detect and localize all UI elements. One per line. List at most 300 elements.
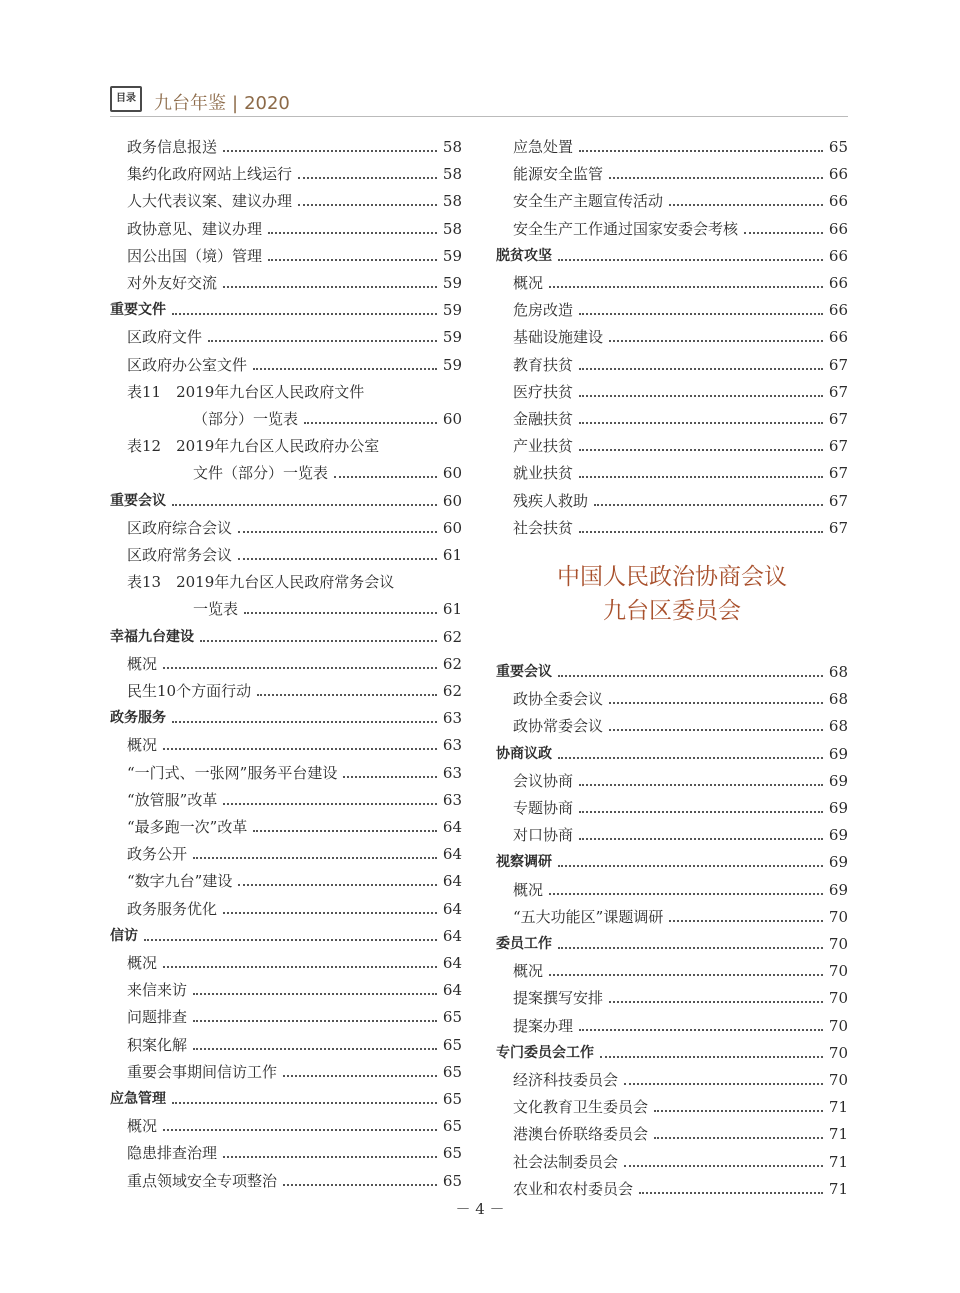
toc-entry[interactable] (496, 1063, 848, 1090)
dot-leader (223, 286, 437, 288)
toc-entry-label: 人大代表议案、建议办理 (127, 192, 293, 211)
toc-entry-page: 65 (442, 1117, 462, 1136)
title-separator: | (232, 93, 239, 114)
dot-leader (609, 729, 823, 731)
toc-entry-page: 66 (828, 301, 848, 320)
toc-entry-label: 文件（部分）一览表 (193, 464, 329, 483)
toc-entry[interactable] (496, 1117, 848, 1144)
toc-entry[interactable] (110, 1164, 462, 1191)
toc-entry-page: 61 (442, 546, 462, 564)
toc-table-heading[interactable] (110, 565, 462, 592)
dot-leader (253, 830, 437, 832)
toc-entry-label: 提案撰写安排 (513, 989, 604, 1008)
toc-entry[interactable] (110, 837, 462, 864)
toc-entry-label: 概况 (513, 962, 544, 981)
toc-entry-page: 70 (828, 1043, 848, 1062)
toc-entry-page: 71 (828, 1098, 848, 1117)
toc-entry-label: 能源安全监管 (513, 165, 604, 184)
toc-entry-page: 69 (828, 826, 848, 845)
toc-entry-label: 提案办理 (513, 1016, 574, 1035)
toc-entry[interactable] (110, 728, 462, 755)
dot-leader (579, 1029, 823, 1031)
dot-leader (579, 422, 823, 424)
toc-entry-page: 71 (828, 1179, 848, 1198)
toc-entry-page: 65 (442, 1008, 462, 1027)
dot-leader (579, 449, 823, 451)
toc-entry-page: 62 (442, 654, 462, 673)
toc-entry-label: 问题排查 (127, 1008, 188, 1027)
section-title-line-2: 九台区委员会 (603, 598, 741, 624)
toc-entry[interactable] (110, 1136, 462, 1163)
toc-entry[interactable] (496, 1009, 848, 1036)
toc-entry-label: 一览表 (193, 600, 239, 619)
toc-entry[interactable] (496, 402, 848, 429)
toc-entry[interactable] (496, 266, 848, 293)
dot-leader (609, 177, 823, 179)
toc-entry-label: 区政府文件 (127, 328, 203, 347)
dot-leader (579, 531, 823, 533)
dot-leader (193, 993, 437, 995)
toc-entry-page: 68 (828, 663, 848, 681)
dot-leader (163, 748, 437, 750)
dot-leader (669, 920, 823, 922)
toc-entry-page: 67 (828, 437, 848, 456)
dot-leader (200, 640, 437, 642)
toc-entry-page: 66 (828, 328, 848, 347)
toc-entry-page: 60 (442, 491, 462, 510)
toc-entry[interactable] (110, 456, 462, 483)
dot-leader (144, 939, 437, 941)
toc-entry-label: 概况 (127, 954, 158, 972)
dot-leader (594, 504, 823, 506)
toc-entry-page: 58 (442, 219, 462, 238)
toc-entry-page: 65 (442, 1171, 462, 1190)
toc-entry-label: 农业和农村委员会 (513, 1179, 634, 1198)
toc-entry-page: 65 (442, 1035, 462, 1054)
toc-entry[interactable] (110, 184, 462, 211)
toc-entry[interactable] (110, 973, 462, 1000)
toc-entry[interactable] (110, 130, 462, 157)
toc-entry-label: 重要会事期间信访工作 (127, 1062, 278, 1081)
toc-entry[interactable] (496, 511, 848, 538)
toc-entry-page: 63 (442, 709, 462, 728)
toc-entry-label: “最多跑一次”改革 (127, 818, 248, 836)
toc-entry-page: 62 (442, 627, 462, 646)
toc-entry-label: 协商议政 (496, 745, 552, 762)
toc-entry[interactable] (110, 1000, 462, 1027)
toc-entry-page: 70 (828, 1071, 848, 1089)
toc-entry-page: 58 (442, 138, 462, 156)
toc-entry-label: 专题协商 (513, 799, 574, 817)
toc-entry-page: 62 (442, 682, 462, 700)
toc-entry-page: 66 (828, 165, 848, 184)
toc-entry-label: 就业扶贫 (513, 464, 574, 483)
toc-entry-label: 表11 2019年九台区人民政府文件 (127, 382, 365, 401)
toc-entry[interactable] (110, 783, 462, 810)
toc-entry-label: 医疗扶贫 (513, 382, 574, 401)
dot-leader (193, 1020, 437, 1022)
toc-entry-page: 70 (828, 935, 848, 953)
dot-leader (223, 912, 437, 914)
toc-entry[interactable] (496, 981, 848, 1008)
dot-leader (223, 150, 437, 152)
toc-entry[interactable] (496, 873, 848, 900)
toc-section-entry[interactable] (496, 845, 848, 872)
dot-leader (193, 857, 437, 859)
toc-entry-page: 67 (828, 410, 848, 428)
dot-leader (579, 476, 823, 478)
toc-entry-label: （部分）一览表 (193, 410, 299, 428)
dot-leader (669, 204, 823, 206)
toc-entry[interactable] (496, 212, 848, 239)
dot-leader (238, 884, 437, 886)
toc-entry-page: 64 (442, 954, 462, 972)
toc-entry-page: 63 (442, 763, 462, 782)
dot-leader (639, 1192, 823, 1194)
toc-entry[interactable] (496, 791, 848, 818)
toc-entry-label: 表13 2019年九台区人民政府常务会议 (127, 573, 395, 592)
toc-entry-page: 64 (442, 872, 462, 891)
dot-leader (223, 803, 437, 805)
toc-entry-page: 64 (442, 845, 462, 864)
toc-entry-label: 港澳台侨联络委员会 (513, 1125, 649, 1144)
dot-leader (549, 286, 823, 288)
toc-entry-page: 65 (442, 1090, 462, 1108)
toc-entry-label: 对口协商 (513, 826, 574, 845)
toc-entry[interactable] (496, 348, 848, 375)
toc-entry-label: 概况 (127, 736, 158, 755)
toc-entry-label: 重要会议 (110, 492, 166, 509)
dot-leader (579, 784, 823, 786)
toc-entry-label: 对外友好交流 (127, 274, 218, 292)
toc-entry-page: 65 (442, 1144, 462, 1163)
toc-entry[interactable] (110, 674, 462, 701)
toc-section-entry[interactable] (496, 737, 848, 764)
dot-leader (193, 1048, 437, 1050)
dot-leader (238, 558, 437, 560)
toc-entry-label: 重要文件 (110, 302, 166, 319)
toc-entry-page: 67 (828, 355, 848, 374)
toc-entry-label: 区政府办公室文件 (127, 355, 248, 374)
toc-entry[interactable] (110, 1109, 462, 1136)
dot-leader (579, 313, 823, 315)
dot-leader (558, 947, 823, 949)
toc-entry-label: 幸福九台建设 (110, 628, 194, 645)
toc-entry-page: 68 (828, 690, 848, 709)
toc-entry[interactable] (496, 1145, 848, 1172)
toc-entry-page: 58 (442, 192, 462, 211)
toc-entry-label: 视察调研 (496, 854, 552, 871)
dot-leader (609, 702, 823, 704)
toc-entry[interactable] (110, 1055, 462, 1082)
dot-leader (304, 422, 437, 424)
toc-section-entry[interactable] (496, 1036, 848, 1063)
toc-entry-label: 政务信息报送 (127, 138, 218, 156)
toc-entry[interactable] (110, 592, 462, 619)
toc-entry-label: 重要会议 (496, 664, 552, 680)
dot-leader (579, 811, 823, 813)
toc-entry-page: 63 (442, 790, 462, 809)
section-title (496, 560, 848, 628)
toc-entry-page: 66 (828, 192, 848, 211)
toc-entry-label: 政协全委会议 (513, 690, 604, 709)
dot-leader (298, 177, 437, 179)
toc-entry[interactable] (496, 456, 848, 483)
dot-leader (579, 838, 823, 840)
dot-leader (624, 1165, 823, 1167)
toc-entry-page: 66 (828, 219, 848, 238)
dot-leader (558, 675, 823, 677)
toc-entry[interactable] (110, 157, 462, 184)
toc-entry-label: 积案化解 (127, 1035, 188, 1054)
toc-entry-label: 民生10个方面行动 (127, 682, 252, 700)
toc-entry-label: 政协意见、建议办理 (127, 219, 263, 238)
toc-entry-label: 因公出国（境）管理 (127, 246, 263, 265)
dot-leader (172, 1102, 437, 1104)
dot-leader (579, 368, 823, 370)
toc-entry-page: 71 (828, 1125, 848, 1144)
toc-entry[interactable] (110, 647, 462, 674)
toc-entry-label: 概况 (127, 654, 158, 673)
toc-entry-page: 64 (442, 818, 462, 836)
toc-entry-label: 集约化政府网站上线运行 (127, 165, 293, 184)
toc-entry-page: 58 (442, 165, 462, 184)
toc-section-entry[interactable] (496, 927, 848, 954)
dot-leader (558, 757, 823, 759)
toc-entry[interactable] (496, 375, 848, 402)
toc-entry-label: 政务服务 (110, 710, 166, 727)
contents-logo-icon: 目录 (110, 86, 142, 112)
toc-entry-page: 60 (442, 464, 462, 483)
dot-leader (343, 776, 437, 778)
toc-entry-label: 区政府常务会议 (127, 546, 233, 564)
toc-entry[interactable] (496, 900, 848, 927)
toc-entry-page: 61 (442, 600, 462, 619)
dot-leader (654, 1137, 823, 1139)
toc-entry[interactable] (496, 1172, 848, 1199)
toc-table-heading[interactable] (110, 375, 462, 402)
toc-entry[interactable] (110, 320, 462, 347)
dot-leader (163, 966, 437, 968)
toc-entry-page: 64 (442, 981, 462, 1000)
toc-entry-label: 专门委员会工作 (496, 1044, 594, 1061)
toc-section-entry[interactable] (110, 293, 462, 320)
dot-leader (549, 974, 823, 976)
toc-entry-page: 70 (828, 989, 848, 1008)
toc-entry-page: 59 (442, 301, 462, 320)
dot-leader (257, 694, 437, 696)
toc-entry-label: 经济科技委员会 (513, 1071, 619, 1089)
toc-entry-label: 残疾人救助 (513, 491, 589, 510)
toc-entry-label: 重点领域安全专项整治 (127, 1171, 278, 1190)
dot-leader (654, 1110, 823, 1112)
toc-section-entry[interactable] (110, 919, 462, 946)
toc-section-entry[interactable] (110, 484, 462, 511)
dot-leader (600, 1056, 823, 1058)
toc-entry-label: 委员工作 (496, 936, 552, 952)
toc-section-entry[interactable] (110, 1082, 462, 1109)
toc-entry-page: 60 (442, 518, 462, 537)
dot-leader (558, 865, 823, 867)
toc-entry-page: 69 (828, 799, 848, 817)
toc-entry-page: 65 (828, 138, 848, 156)
toc-entry[interactable] (110, 511, 462, 538)
running-title (154, 89, 290, 115)
toc-entry[interactable] (110, 266, 462, 293)
dot-leader (172, 721, 437, 723)
dot-leader (579, 395, 823, 397)
toc-entry[interactable] (496, 429, 848, 456)
dot-leader (163, 667, 437, 669)
dot-leader (163, 1129, 437, 1131)
toc-entry-label: “一门式、一张网”服务平台建设 (127, 763, 338, 782)
dot-leader (334, 476, 437, 478)
toc-entry-page: 67 (828, 382, 848, 401)
toc-entry-label: 应急处置 (513, 138, 574, 156)
toc-entry-label: “五大功能区”课题调研 (513, 907, 664, 926)
section-title-line-1: 中国人民政治协商会议 (557, 564, 787, 590)
toc-entry-page: 64 (442, 926, 462, 945)
toc-section-entry[interactable] (110, 620, 462, 647)
book-title: 九台年鉴 (154, 93, 226, 114)
toc-table-heading[interactable] (110, 429, 462, 456)
toc-entry-label: 安全生产主题宣传活动 (513, 192, 664, 211)
toc-section-entry[interactable] (110, 701, 462, 728)
toc-entry-label: 社会扶贫 (513, 518, 574, 537)
toc-entry-page: 59 (442, 274, 462, 292)
dot-leader (624, 1083, 823, 1085)
toc-entry[interactable] (496, 709, 848, 736)
dot-leader (609, 1001, 823, 1003)
toc-entry-label: 表12 2019年九台区人民政府办公室 (127, 437, 380, 456)
dot-leader (283, 1184, 437, 1186)
book-year: 2020 (244, 93, 290, 114)
toc-entry-label: “数字九台”建设 (127, 872, 233, 891)
toc-entry-label: 安全生产工作通过国家安委会考核 (513, 219, 739, 238)
toc-entry-label: 危房改造 (513, 301, 574, 320)
toc-entry-label: 来信来访 (127, 981, 188, 1000)
toc-entry[interactable] (496, 954, 848, 981)
toc-entry[interactable] (496, 1090, 848, 1117)
toc-entry-label: “放管服”改革 (127, 790, 218, 809)
toc-entry-label: 教育扶贫 (513, 355, 574, 374)
toc-entry[interactable] (496, 764, 848, 791)
toc-entry[interactable] (496, 818, 848, 845)
toc-entry-page: 71 (828, 1152, 848, 1171)
toc-entry-page: 66 (828, 246, 848, 265)
page-number: － 4 － (455, 1200, 505, 1218)
toc-entry-page: 60 (442, 410, 462, 428)
dot-leader (549, 893, 823, 895)
toc-entry[interactable] (110, 1028, 462, 1055)
toc-entry-page: 66 (828, 274, 848, 292)
dot-leader (208, 340, 437, 342)
toc-entry[interactable] (110, 946, 462, 973)
dot-leader (268, 232, 437, 234)
toc-entry-label: 隐患排查治理 (127, 1144, 218, 1163)
toc-entry-label: 产业扶贫 (513, 437, 574, 456)
toc-entry-page: 67 (828, 518, 848, 537)
toc-entry-label: 信访 (110, 927, 138, 944)
toc-section-entry[interactable] (496, 655, 848, 682)
toc-entry[interactable] (496, 293, 848, 320)
dot-leader (238, 531, 437, 533)
toc-entry-page: 70 (828, 962, 848, 981)
toc-entry[interactable] (110, 538, 462, 565)
toc-entry[interactable] (496, 484, 848, 511)
dot-leader (609, 340, 823, 342)
dot-leader (172, 504, 437, 506)
dot-leader (244, 612, 437, 614)
toc-entry[interactable] (496, 157, 848, 184)
toc-entry-page: 59 (442, 246, 462, 265)
dot-leader (172, 313, 437, 315)
toc-entry-label: 应急管理 (110, 1091, 166, 1107)
toc-entry-label: 会议协商 (513, 771, 574, 790)
toc-entry-page: 69 (828, 771, 848, 790)
toc-entry-page: 69 (828, 744, 848, 763)
toc-entry-label: 基础设施建设 (513, 328, 604, 347)
toc-entry[interactable] (496, 184, 848, 211)
toc-entry-page: 59 (442, 355, 462, 374)
toc-entry-page: 64 (442, 899, 462, 918)
toc-entry-page: 67 (828, 491, 848, 510)
toc-entry[interactable] (110, 348, 462, 375)
toc-entry-label: 金融扶贫 (513, 410, 574, 428)
dot-leader (298, 204, 437, 206)
toc-entry-page: 69 (828, 853, 848, 872)
toc-entry-label: 政协常委会议 (513, 717, 604, 736)
toc-entry-label: 概况 (127, 1117, 158, 1136)
toc-entry-label: 社会法制委员会 (513, 1152, 619, 1171)
toc-entry-page: 70 (828, 907, 848, 926)
toc-entry[interactable] (496, 130, 848, 157)
dot-leader (283, 1075, 437, 1077)
toc-entry-label: 脱贫攻坚 (496, 247, 552, 264)
dot-leader (558, 259, 823, 261)
toc-entry-page: 59 (442, 328, 462, 347)
dot-leader (579, 150, 823, 152)
toc-entry-label: 区政府综合会议 (127, 518, 233, 537)
toc-entry-label: 政务公开 (127, 845, 188, 864)
page-header (110, 86, 848, 117)
toc-entry-page: 67 (828, 464, 848, 483)
toc-entry-page: 70 (828, 1016, 848, 1035)
toc-entry-page: 65 (442, 1062, 462, 1081)
dot-leader (253, 368, 437, 370)
toc-entry-label: 概况 (513, 274, 544, 292)
toc-entry[interactable] (110, 892, 462, 919)
toc-entry[interactable] (496, 682, 848, 709)
dot-leader (744, 232, 823, 234)
toc-entry[interactable] (110, 756, 462, 783)
toc-entry[interactable] (110, 239, 462, 266)
toc-entry-label: 文化教育卫生委员会 (513, 1098, 649, 1117)
toc-entry[interactable] (110, 402, 462, 429)
toc-entry-label: 概况 (513, 880, 544, 899)
toc-entry-page: 63 (442, 736, 462, 755)
toc-entry[interactable] (496, 320, 848, 347)
toc-section-entry[interactable] (496, 239, 848, 266)
toc-entry-page: 68 (828, 717, 848, 736)
toc-entry[interactable] (110, 864, 462, 891)
toc-entry[interactable] (110, 810, 462, 837)
dot-leader (223, 1156, 437, 1158)
toc-entry[interactable] (110, 212, 462, 239)
dot-leader (268, 259, 437, 261)
toc-entry-label: 政务服务优化 (127, 899, 218, 918)
toc-entry-page: 69 (828, 880, 848, 899)
